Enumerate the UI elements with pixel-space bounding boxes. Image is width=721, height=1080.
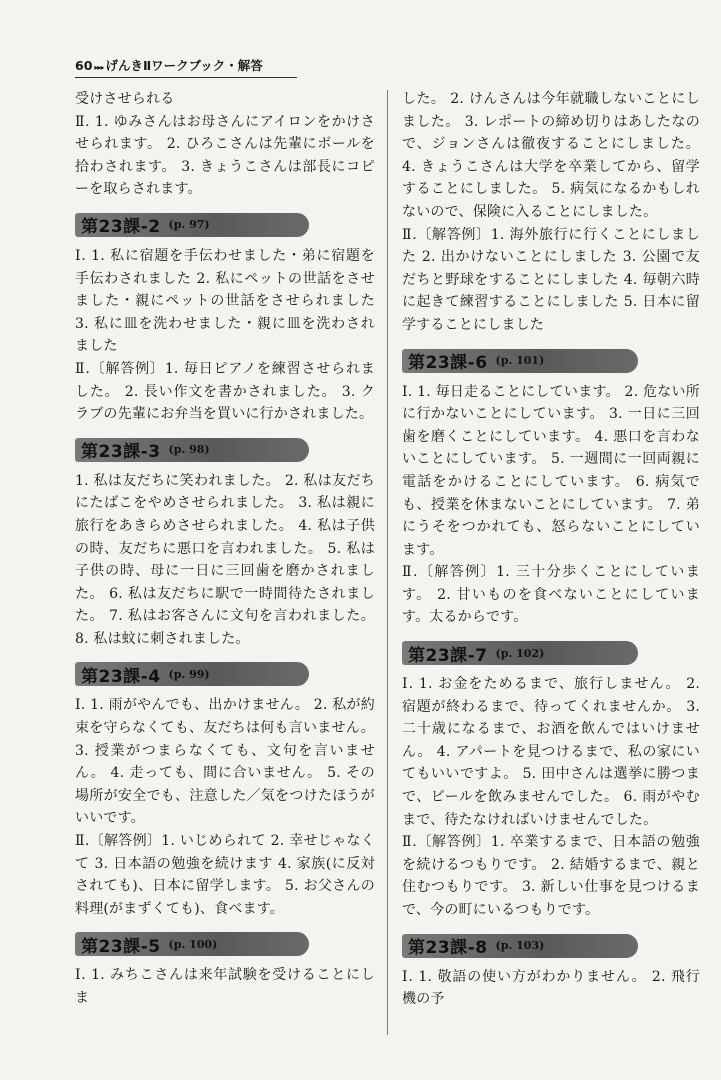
answer-paragraph: Ⅰ. 1. 雨がやんでも、出かけません。 2. 私が約束を守らなくても、友だちは何も言いません。 3. 授業がつまらなくても、文句を言いません。 4. 走っても、間に合いません。 5. その場所が安全でも、注意した／気をつけたほうがいいです。	[75, 697, 375, 827]
section-page-ref: (p. 101)	[495, 354, 545, 368]
answer-paragraph: Ⅱ.〔解答例〕1. いじめられて 2. 幸せじゃなくて 3. 日本語の勉強を続けます 4. 家族(に反対されても)、日本に留学します。 5. お父さんの料理(がまずくても)、食べます。	[75, 833, 375, 917]
answer-paragraph: Ⅱ.〔解答例〕1. 卒業するまで、日本語の勉強を続けるつもりです。 2. 結婚するまで、親と住むつもりです。 3. 新しい仕事を見つけるまで、今の町にいるつもりです。	[402, 834, 700, 918]
right-column	[402, 88, 700, 1011]
section-heading	[402, 934, 638, 958]
section-page-ref: (p. 99)	[168, 667, 210, 681]
answer-paragraph: Ⅱ. 1. ゆみさんはお母さんにアイロンをかけさせられます。 2. ひろこさんは先輩にボールを拾わされます。 3. きょうこさんは部長にコピーを取らされます。	[75, 113, 375, 198]
column-divider	[387, 90, 388, 1035]
answer-paragraph: Ⅰ. 1. 敬語の使い方がわかりません。 2. 飛行機の予	[402, 968, 700, 1008]
arrow-icon: ▸▸▸	[94, 63, 104, 72]
answer-paragraph: 受けさせられる	[75, 91, 175, 107]
section-page-ref: (p. 98)	[168, 443, 210, 457]
section-heading	[75, 662, 309, 686]
page-header	[75, 56, 297, 78]
section-title: 第23課-3	[81, 442, 161, 463]
section-title: 第23課-2	[81, 217, 161, 238]
section-title: 第23課-5	[81, 936, 161, 957]
answer-paragraph: した。 2. けんさんは今年就職しないことにしました。 3. レポートの締め切りはあしたなので、ジョンさんは徹夜することにしました。 4. きょうこさんは大学を卒業してから、留学することにしました。 5. 病気になるかもしれないので、保険に入ることにしました。	[402, 91, 700, 220]
answer-paragraph: Ⅱ.〔解答例〕1. 三十分歩くことにしています。 2. 甘いものを食べないことにしています。太るからです。	[402, 564, 700, 626]
answer-paragraph: Ⅱ.〔解答例〕1. 海外旅行に行くことにしました 2. 出かけないことにしました 3. 公園で友だちと野球をすることにしました 4. 毎朝六時に起きて練習することにしました 5. 日本に留学することにしました	[402, 226, 700, 333]
answer-paragraph: Ⅰ. 1. みちこさんは来年試験を受けることにしま	[75, 967, 375, 1006]
section-heading	[75, 213, 309, 237]
section-page-ref: (p. 100)	[168, 937, 218, 951]
section-title: 第23課-7	[408, 645, 488, 666]
section-title: 第23課-4	[81, 666, 161, 687]
section-heading	[75, 932, 309, 956]
section-title: 第23課-6	[408, 353, 488, 374]
section-heading	[402, 641, 638, 665]
answer-paragraph: Ⅰ. 1. 私に宿題を手伝わせました・弟に宿題を手伝わされました 2. 私にペットの世話をさせました・親にペットの世話をさせられました 3. 私に皿を洗わせました・親に皿を洗わされました	[75, 247, 375, 355]
answer-paragraph: Ⅰ. 1. お金をためるまで、旅行しません。 2. 宿題が終わるまで、待ってくれませんか。 3. 二十歳になるまで、お酒を飲んではいけません。 4. アパートを見つけるまで、私の家にいてもいいですよ。 5. 田中さんは選挙に勝つまで、ビールを飲みませんでした。 6. 雨がやむまで、待たなければいけませんでした。	[402, 676, 700, 828]
section-heading	[75, 438, 309, 462]
section-heading	[402, 349, 638, 373]
left-column	[75, 88, 375, 1010]
answer-paragraph: Ⅰ. 1. 毎日走ることにしています。 2. 危ない所に行かないことにしています。 3. 一日に三回歯を磨くことにしています。 4. 悪口を言わないことにしています。 5. 一週間に一回両親に電話をかけることにしています。 6. 病気でも、授業を休まないことにしています。 7. 弟にうそをつかれても、怒らないことにしています。	[402, 383, 700, 558]
section-page-ref: (p. 103)	[495, 939, 545, 953]
section-title: 第23課-8	[408, 938, 488, 959]
section-page-ref: (p. 97)	[168, 218, 210, 232]
section-page-ref: (p. 102)	[495, 646, 545, 660]
answer-paragraph: Ⅱ.〔解答例〕1. 毎日ピアノを練習させられました。 2. 長い作文を書かされました。 3. クラブの先輩にお弁当を買いに行かされました。	[75, 360, 375, 423]
running-title: げんきⅡワークブック・解答	[105, 58, 263, 73]
answer-paragraph: 1. 私は友だちに笑われました。 2. 私は友だちにたばこをやめさせられました。 3. 私は親に旅行をあきらめさせられました。 4. 私は子供の時、友だちに悪口を言われました。 5. 私は子供の時、母に一日に三回歯を磨かされました。 6. 私は友だちに駅で一時間待たされました。 7. 私はお客さんに文句を言われました。 8. 私は蚊に刺されました。	[75, 472, 375, 647]
page-number: 60	[75, 58, 93, 73]
